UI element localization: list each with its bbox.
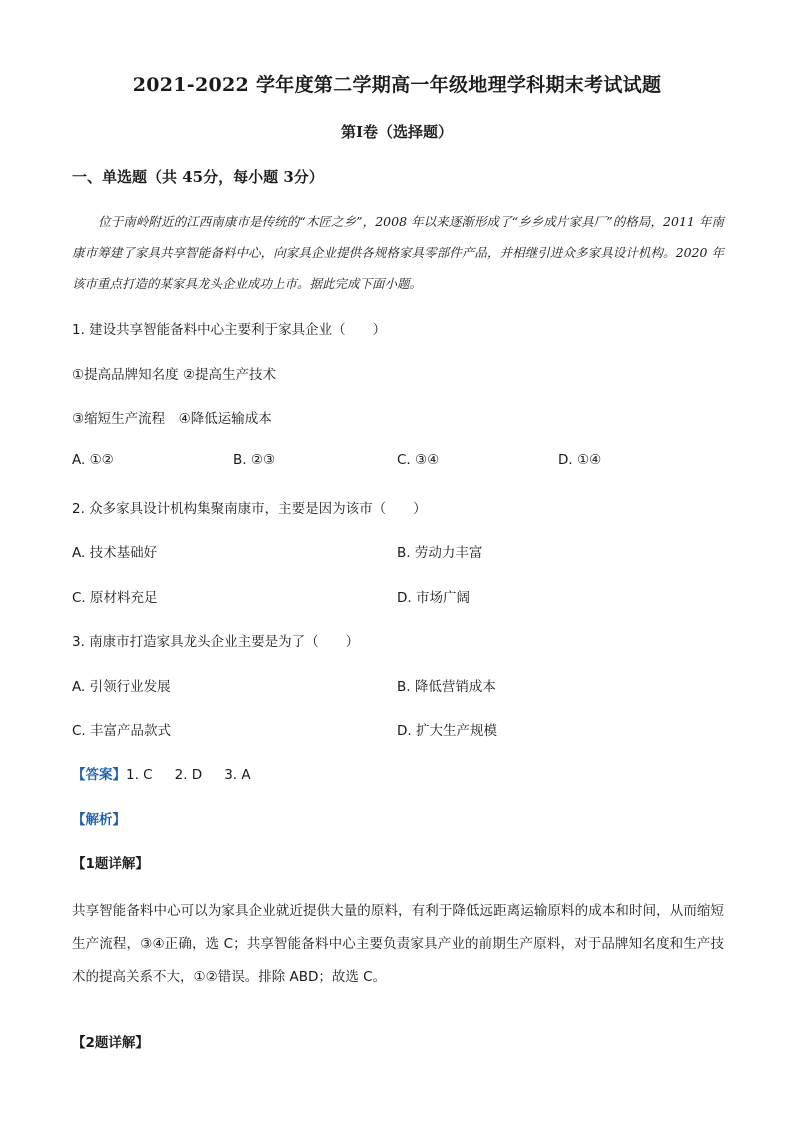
answer-key: [72, 763, 273, 783]
question-2-option-c[interactable]: C. 原材料充足: [72, 590, 158, 606]
question-3-option-d[interactable]: D. 扩大生产规模: [397, 723, 497, 739]
reading-passage: [72, 206, 724, 299]
passage-text: 位于南岭附近的江西南康市是传统的“木匠之乡”，2008 年以来逐渐形成了“乡乡成片家具厂”的格局，2011 年南康市筹建了家具共享智能备料中心，向家具企业提供各规格家具零部件产品，并相继引进众多家具设计机构。2020 年该市重点打造的某家具龙头企业成功上市。据此完成下面小题。: [72, 214, 724, 291]
question-1-option-b[interactable]: B. ②③: [233, 452, 276, 468]
question-1-option-c[interactable]: C. ③④: [397, 452, 440, 468]
question-2-option-a[interactable]: A. 技术基础好: [72, 545, 158, 561]
exam-title: 2021-2022 学年度第二学期高一年级地理学科期末考试试题: [132, 74, 662, 96]
question-3-stem: 3. 南康市打造家具龙头企业主要是为了（ ）: [72, 634, 360, 650]
answer-item-1: 1. C: [126, 767, 153, 783]
question-3-option-a[interactable]: A. 引领行业发展: [72, 679, 171, 695]
answer-item-3: 3. A: [224, 767, 251, 783]
question-2-option-b[interactable]: B. 劳动力丰富: [397, 545, 483, 561]
question-1-option-d[interactable]: D. ①④: [558, 452, 602, 468]
detail-2-heading: 【2题详解】: [72, 1035, 149, 1051]
detail-1-explanation: 共享智能备料中心可以为家具企业就近提供大量的原料，有利于降低远距离运输原料的成本和时间，从而缩短生产流程，③④正确，选 C；共享智能备料中心主要负责家具产业的前期生产原料，对于品牌知名度和生产技术的提高关系不大，①②错误。排除 ABD；故选 C。: [72, 903, 724, 985]
question-1-statements-line-1: ①提高品牌知名度 ②提高生产技术: [72, 367, 276, 383]
question-3-option-b[interactable]: B. 降低营销成本: [397, 679, 496, 695]
detail-1-heading: 【1题详解】: [72, 856, 149, 872]
volume-subtitle: 第Ⅰ卷（选择题）: [340, 123, 454, 141]
section-heading: 一、单选题（共 45分，每小题 3分）: [72, 168, 324, 186]
question-2-option-d[interactable]: D. 市场广阔: [397, 590, 470, 606]
answer-item-2: 2. D: [174, 767, 203, 783]
question-1-option-a[interactable]: A. ①②: [72, 452, 114, 468]
question-2-stem: 2. 众多家具设计机构集聚南康市，主要是因为该市（ ）: [72, 501, 427, 517]
answer-label: 【答案】: [72, 767, 126, 783]
question-1-statements-line-2: ③缩短生产流程 ④降低运输成本: [72, 411, 272, 427]
question-3-option-c[interactable]: C. 丰富产品款式: [72, 723, 172, 739]
question-1-stem: 1. 建设共享智能备料中心主要利于家具企业（ ）: [72, 322, 387, 338]
analysis-label: 【解析】: [72, 812, 126, 828]
